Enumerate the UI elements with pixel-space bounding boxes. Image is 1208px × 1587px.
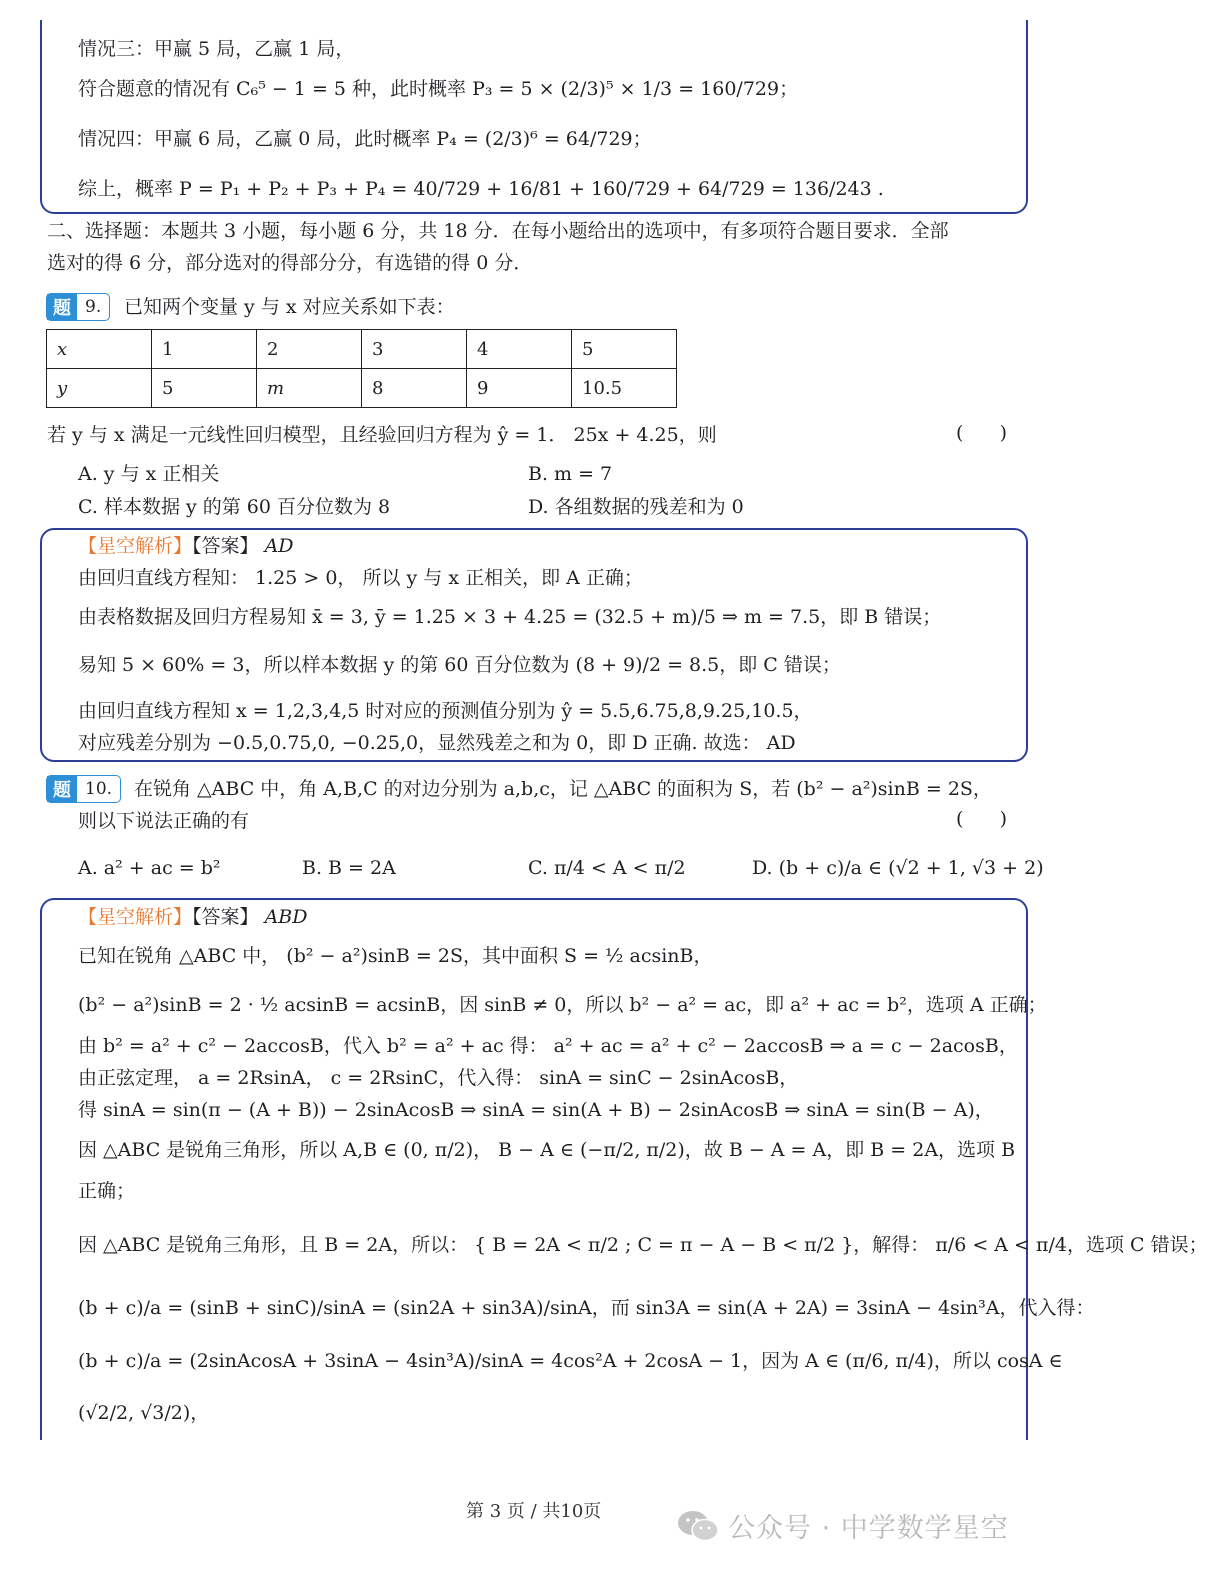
wechat-icon [676,1508,720,1544]
q10-analysis-header [78,904,308,930]
question-badge-10 [46,775,121,803]
q10-analysis-line-3: 由 b² = a² + c² − 2accosB，代入 b² = a² + ac 得： a² + ac = a² + c² − 2accosB ⇒ a = c − 2acosB， [78,1035,1018,1057]
analysis-tag: 【星空解析】 [78,906,193,928]
analysis-tag: 【星空解析】 [78,535,193,557]
q10-analysis-line-5: 得 sinA = sin(π − (A + B)) − 2sinAcosB ⇒ sinA = sin(A + B) − 2sinAcosB ⇒ sinA = sin(B − A)， [78,1099,994,1121]
q10-option-a: A. a² + ac = b² [78,857,221,879]
q9-analysis-header [78,533,294,559]
table-row [47,330,677,369]
q10-analysis-line-4: 由正弦定理， a = 2RsinA， c = 2RsinC，代入得： sinA = sinC − 2sinAcosB， [78,1067,799,1089]
q10-analysis-line-9: (b + c)/a = (sinB + sinC)/sinA = (sin2A + sin3A)/sinA，而 sin3A = sin(A + 2A) = 3sinA − 4sin³A，代入得： [78,1297,1095,1319]
page-number: 第 3 页 / 共10页 [466,1501,602,1522]
q9-option-d: D. 各组数据的残差和为 0 [528,496,744,518]
table-cell: 4 [467,330,572,369]
section-heading-line-1: 二、选择题：本题共 3 小题，每小题 6 分，共 18 分．在每小题给出的选项中，有多项符合题目要求．全部 [47,220,949,242]
q9-option-b: B. m = 7 [528,463,613,485]
q10-stem-1: 在锐角 △ABC 中，角 A,B,C 的对边分别为 a,b,c，记 △ABC 的面积为 S，若 (b² − a²)sinB = 2S， [134,778,992,800]
q10-analysis-line-2: (b² − a²)sinB = 2 · ½ acsinB = acsinB，因 sinB ≠ 0，所以 b² − a² = ac，即 a² + ac = b²，选项 A 正确； [78,994,1047,1016]
table-cell: 3 [362,330,467,369]
q10-option-b: B. B = 2A [302,857,396,879]
question-number: 10. [85,779,113,799]
q9-analysis-line-2: 由表格数据及回归方程易知 x̄ = 3, ȳ = 1.25 × 3 + 4.25 = (32.5 + m)/5 ⇒ m = 7.5，即 B 错误； [78,606,942,628]
q9-analysis-box [40,528,1028,762]
top-line-1: 情况三：甲赢 5 局，乙赢 1 局， [78,38,355,60]
q9-analysis-line-3: 易知 5 × 60% = 3，所以样本数据 y 的第 60 百分位数为 (8 + 9)/2 = 8.5，即 C 错误； [78,654,841,676]
top-line-3: 情况四：甲赢 6 局，乙赢 0 局，此时概率 P₄ = (2/3)⁶ = 64/729； [78,128,652,150]
q10-analysis-line-8: 因 △ABC 是锐角三角形，且 B = 2A，所以： { B = 2A < π/2 ; C = π − A − B < π/2 }，解得： π/6 < A < π/4，选项 C 错误； [78,1234,1208,1256]
q9-analysis-line-4: 由回归直线方程知 x = 1,2,3,4,5 时对应的预测值分别为 ŷ = 5.5,6.75,8,9.25,10.5， [78,700,813,722]
q9-stem: 已知两个变量 y 与 x 对应关系如下表： [124,296,455,318]
q10-analysis-line-11: (√2/2, √3/2)， [78,1402,210,1424]
answer-label: 【答案】 [192,906,259,928]
table-cell: 9 [467,369,572,408]
question-badge-char: 题 [47,776,77,802]
top-line-4: 综上，概率 P = P₁ + P₂ + P₃ + P₄ = 40/729 + 16/81 + 160/729 + 64/729 = 136/243 . [78,178,884,200]
answer-value: ABD [264,906,308,928]
q9-data-table [46,329,677,408]
question-badge-9 [46,293,110,321]
watermark-text: 公众号 · 中学数学星空 [728,1513,1009,1544]
table-cell: 8 [362,369,467,408]
q9-option-c: C. 样本数据 y 的第 60 百分位数为 8 [78,496,391,518]
table-cell: 10.5 [572,369,677,408]
table-cell: y [47,369,152,408]
table-cell: 5 [572,330,677,369]
q9-analysis-line-1: 由回归直线方程知： 1.25 > 0， 所以 y 与 x 正相关，即 A 正确； [78,567,643,589]
q10-analysis-line-6: 因 △ABC 是锐角三角形，所以 A,B ∈ (0, π/2)， B − A ∈ (−π/2, π/2)，故 B − A = A，即 B = 2A，选项 B [78,1139,1016,1161]
section-heading-line-2: 选对的得 6 分，部分选对的得部分分，有选错的得 0 分． [47,252,533,274]
table-cell: m [257,369,362,408]
q10-stem-2: 则以下说法正确的有 [78,810,250,832]
answer-value: AD [264,535,294,557]
q10-analysis-line-10: (b + c)/a = (2sinAcosA + 3sinA − 4sin³A)/sinA = 4cos²A + 2cosA − 1，因为 A ∈ (π/6, π/4)，所以 cosA ∈ [78,1350,1063,1372]
table-cell: 1 [152,330,257,369]
q10-analysis-line-7: 正确； [78,1180,136,1202]
table-cell: 2 [257,330,362,369]
table-cell: x [47,330,152,369]
q10-analysis-line-1: 已知在锐角 △ABC 中， (b² − a²)sinB = 2S，其中面积 S = ½ acsinB， [78,945,713,967]
table-row [47,369,677,408]
q9-analysis-line-5: 对应残差分别为 −0.5,0.75,0, −0.25,0，显然残差之和为 0，即 D 正确. 故选： AD [78,732,796,754]
answer-label: 【答案】 [192,535,259,557]
table-cell: 5 [152,369,257,408]
top-line-2: 符合题意的情况有 C₆⁵ − 1 = 5 种，此时概率 P₃ = 5 × (2/3)⁵ × 1/3 = 160/729； [78,78,799,100]
question-number: 9. [85,297,102,317]
question-badge-char: 题 [47,294,77,320]
q10-option-d: D. (b + c)/a ∈ (√2 + 1, √3 + 2) [752,857,1044,879]
q10-answer-blank: ( ) [956,808,1008,830]
q10-option-c: C. π/4 < A < π/2 [528,857,686,879]
q9-option-a: A. y 与 x 正相关 [78,463,220,485]
q9-answer-blank: ( ) [956,422,1008,444]
q9-condition: 若 y 与 x 满足一元线性回归模型，且经验回归方程为 ŷ = 1． 25x + 4.25，则 [47,424,717,446]
